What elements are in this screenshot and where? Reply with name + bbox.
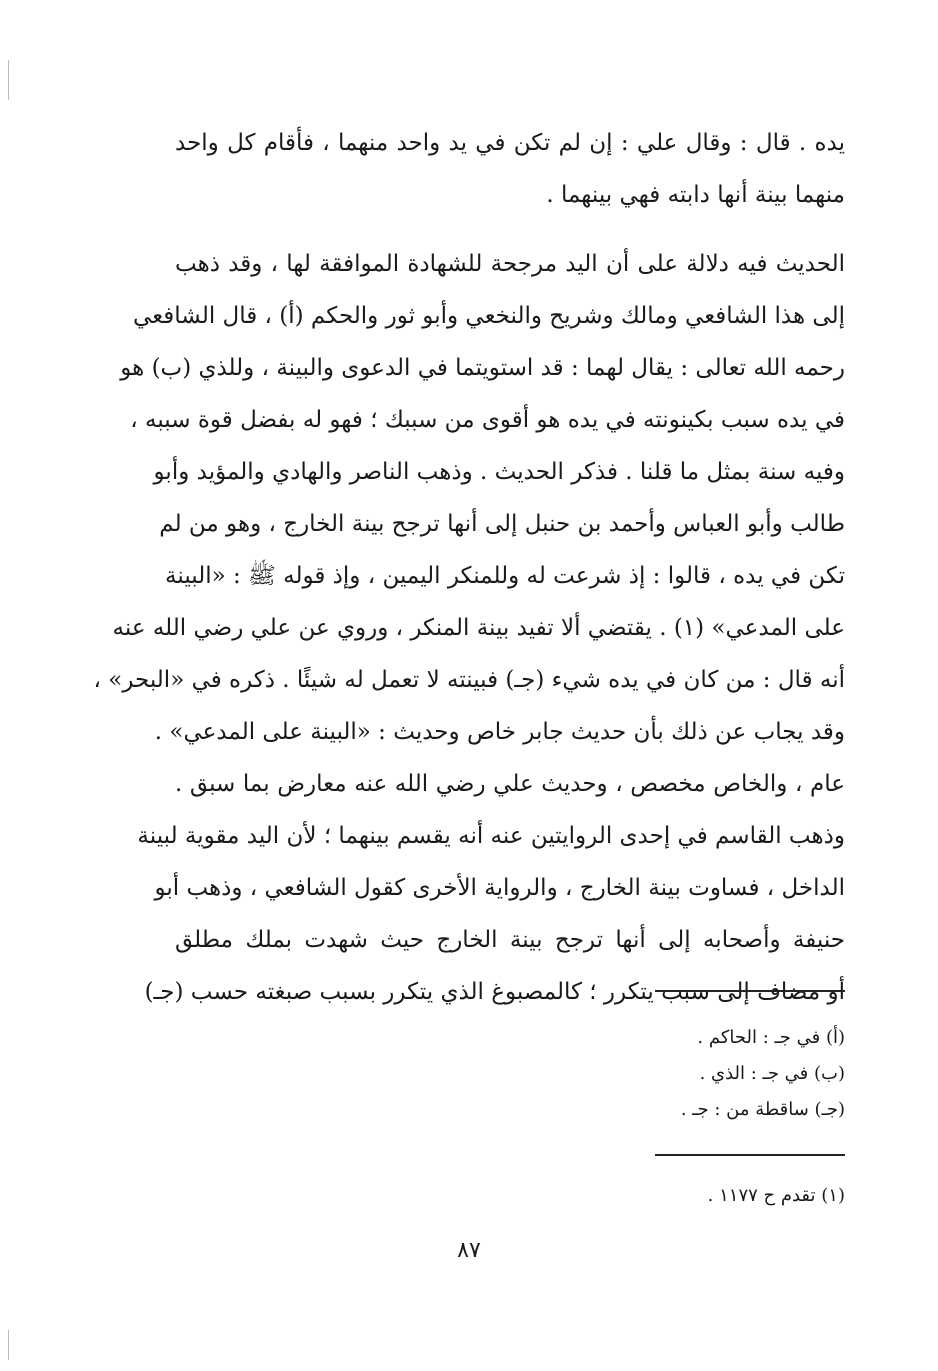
footnote: (١) تقدم ح ١١٧٧ . [707,1185,845,1206]
text-line: طالب وأبو العباس وأحمد بن حنبل إلى أنها ترجح بينة الخارج ، وهو من لم [159,511,845,537]
text-line: رحمه الله تعالى : يقال لهما : قد استويتما في الدعوى والبينة ، وللذي (ب) هو [120,355,845,381]
footnote-divider [655,1154,845,1156]
text-line: الحديث فيه دلالة على أن اليد مرجحة للشهادة الموافقة لها ، وقد ذهب [175,251,845,277]
paragraph-2 [93,238,845,1018]
footnote: (ب) في جـ : الذي . [699,1063,845,1084]
text-line: وذهب القاسم في إحدى الروايتين عنه أنه يقسم بينهما ؛ لأن اليد مقوية لبينة [137,823,845,849]
text-line: حنيفة وأصحابه إلى أنها ترجح بينة الخارج حيث شهدت بملك مطلق [175,927,845,953]
scan-edge-mark [8,60,9,100]
text-line: الداخل ، فساوت بينة الخارج ، والرواية الأخرى كقول الشافعي ، وذهب أبو [154,875,845,901]
text-line: يده . قال : وقال علي : إن لم تكن في يد واحد منهما ، فأقام كل واحد [175,130,845,156]
page-number: ٨٧ [457,1238,481,1263]
reference-footnotes [445,1178,845,1214]
text-line: على المدعي» (١) . يقتضي ألا تفيد بينة المنكر ، وروي عن علي رضي الله عنه [112,615,845,641]
footnote-divider [655,990,845,992]
text-line: في يده سبب بكينونته في يده هو أقوى من سببك ؛ فهو له بفضل قوة سببه ، [130,407,845,433]
scan-edge-mark [8,1330,9,1360]
paragraph-1 [175,117,845,221]
text-line: وقد يجاب عن ذلك بأن حديث جابر خاص وحديث : «البينة على المدعي» . [154,719,845,745]
variant-footnotes [445,1020,845,1128]
text-line: أو مضاف إلى سبب يتكرر ؛ كالمصبوغ الذي يتكرر بسبب صبغته حسب (جـ) [144,979,845,1005]
text-line: وفيه سنة بمثل ما قلنا . فذكر الحديث . وذهب الناصر والهادي والمؤيد وأبو [153,459,845,485]
text-line: إلى هذا الشافعي ومالك وشريح والنخعي وأبو ثور والحكم (أ) ، قال الشافعي [133,303,845,329]
text-line: منهما بينة أنها دابته فهي بينهما . [546,182,845,208]
text-line: عام ، والخاص مخصص ، وحديث علي رضي الله عنه معارض بما سبق . [175,771,845,797]
footnote: (جـ) ساقطة من : جـ . [680,1099,845,1120]
text-line: تكن في يده ، قالوا : إذ شرعت له وللمنكر اليمين ، وإذ قوله ﷺ : «البينة [165,563,845,589]
footnote: (أ) في جـ : الحاكم . [697,1027,845,1048]
text-line: أنه قال : من كان في يده شيء (جـ) فبينته لا تعمل له شيئًا . ذكره في «البحر» ، [93,667,845,693]
